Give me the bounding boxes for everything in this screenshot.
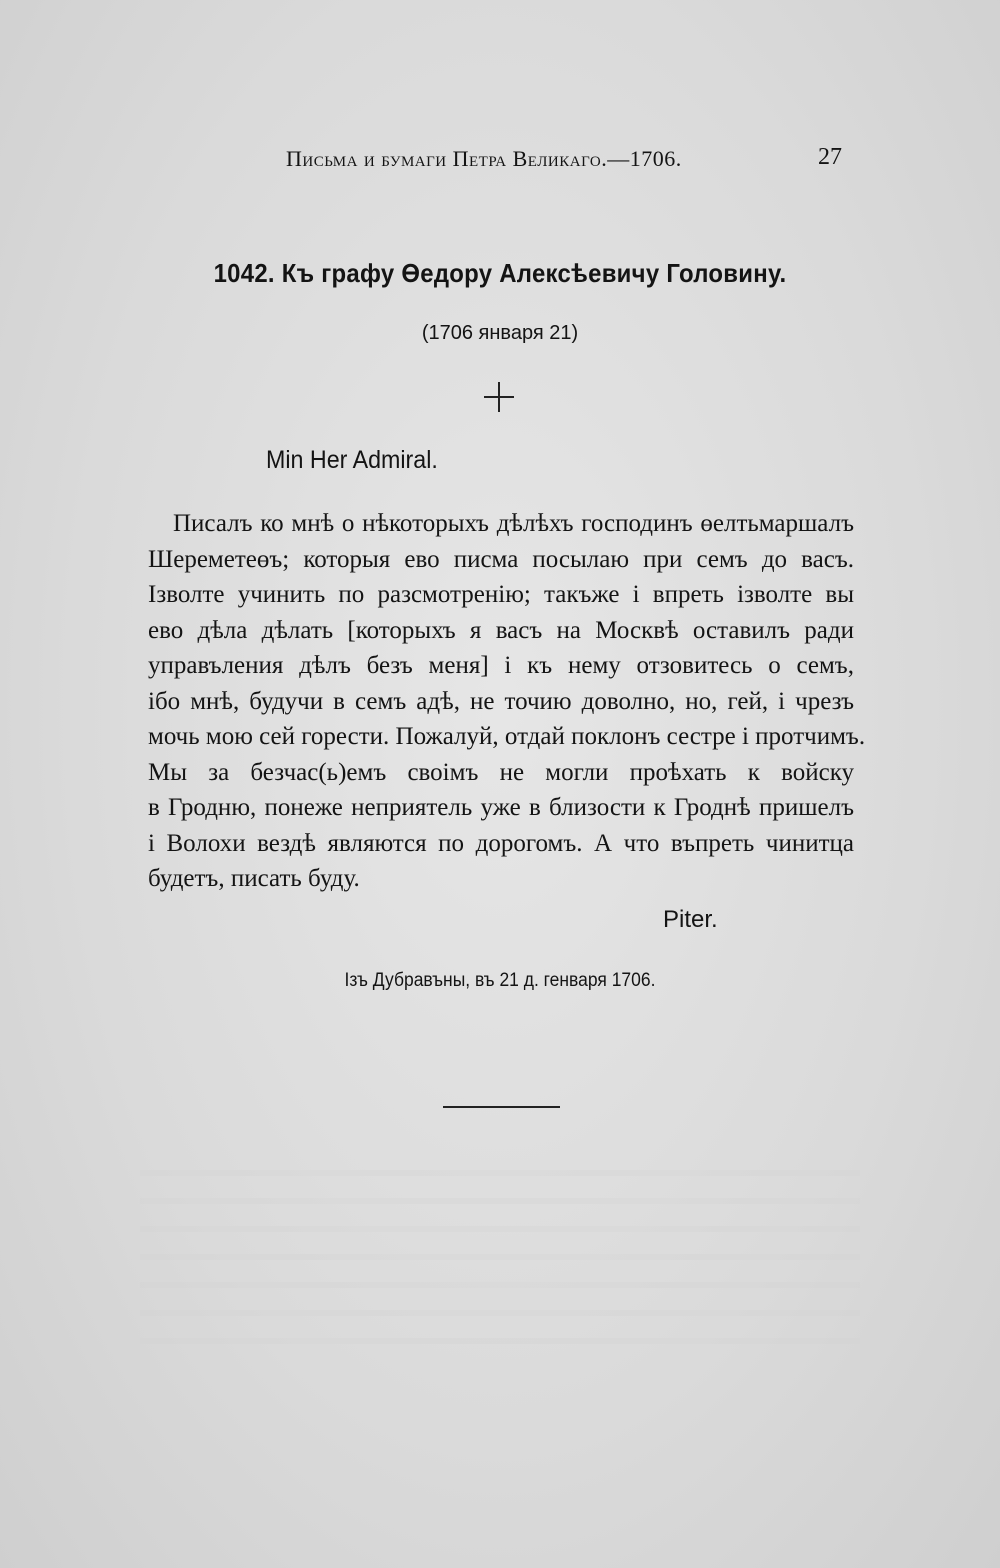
body-line: в Гродню, понеже неприятель уже в близости к Гроднѣ пришелъ [148, 794, 854, 821]
body-line: упрaвъления дѣлъ безъ меня] і къ нему отзовитесь о семъ, [148, 652, 854, 679]
place-date: Ізъ Дубравъны, въ 21 д. генваря 1706. [344, 970, 656, 991]
body-line: ево дѣла дѣлать [которыхъ я васъ на Москвѣ оставилъ ради [148, 616, 854, 644]
body-line: і Волохи вездѣ являются по дорогомъ. А что въпреть чинитца [148, 829, 854, 857]
body-line: Ізволте учинить по разсмотренію; такъже і впреть ізволте вы [148, 581, 854, 608]
page-number: 27 [818, 144, 842, 170]
body-line: Писалъ ко мнѣ о нѣкоторыхъ дѣлѣхъ господинъ өелтьмаршалъ [173, 510, 854, 537]
body-line: ібо мнѣ, будучи в семъ адѣ, не точию доволно, но, гей, і чрезъ [148, 687, 854, 715]
body-line: мочь мою сей горести. Пожалуй, отдай поклонъ сестре і протчимъ. [148, 723, 866, 750]
body-line: Шереметеөъ; которыя ево писма посылаю при семъ до васъ. [148, 545, 854, 573]
salutation: Min Her Admiral. [266, 446, 438, 474]
bleed-through-shadow [140, 1170, 860, 1350]
body-line: Мы за безчас(ь)емъ своімъ не могли проѣхать к войску [148, 758, 854, 786]
section-divider [443, 1106, 560, 1108]
running-title: Письма и бумаги Петра Великаго.—1706. [286, 146, 682, 171]
body-line: будетъ, писать буду. [148, 865, 360, 892]
letter-body [148, 506, 866, 897]
document-title: 1042. Къ графу Өедору Алексѣевичу Головину. [213, 258, 787, 288]
document-date: (1706 января 21) [421, 322, 579, 344]
cross-icon [484, 380, 514, 410]
signature: Piter. [663, 906, 718, 933]
